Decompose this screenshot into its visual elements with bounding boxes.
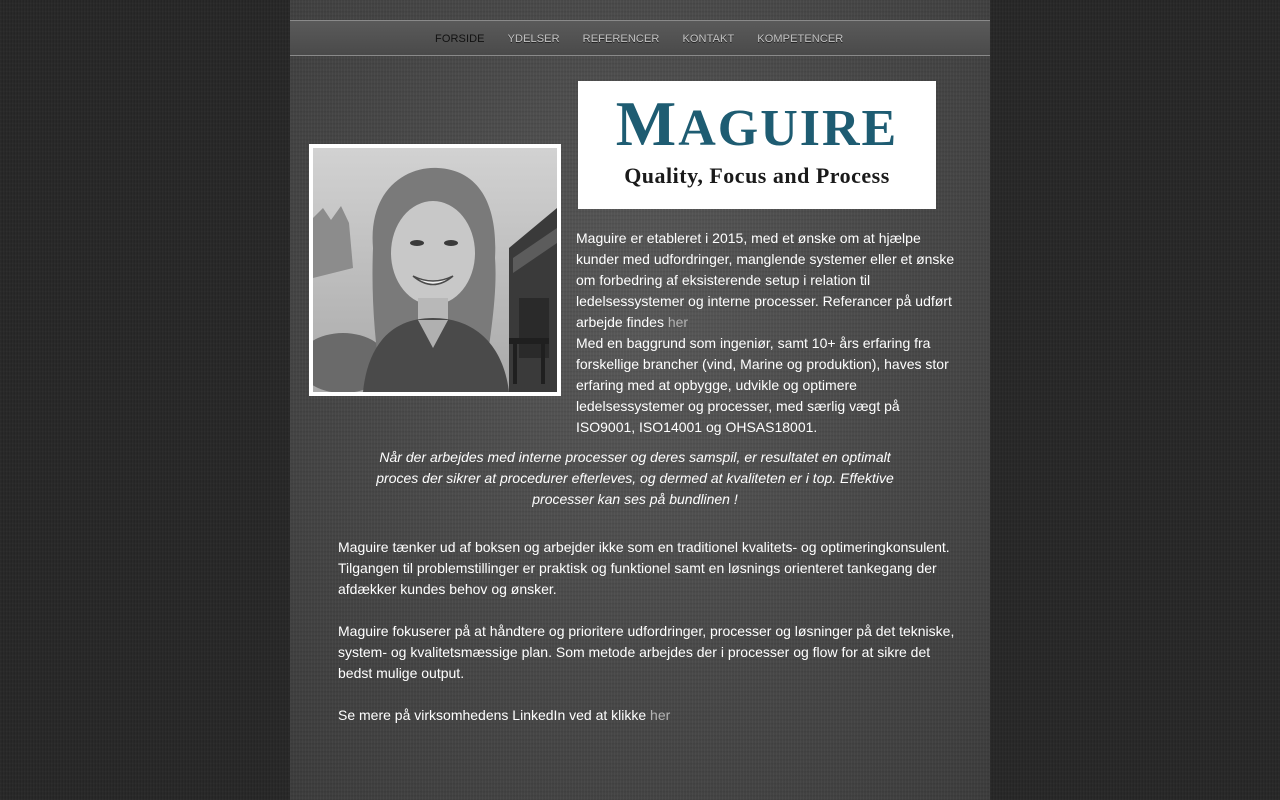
intro-text bbox=[576, 228, 961, 438]
quote-text: Når der arbejdes med interne processer og deres samspil, er resultatet en optimalt proces der sikrer at procedurer efterleves, og dermed at kvaliteten er i top. Effektive processer kan ses på bundlinen ! bbox=[376, 449, 894, 507]
maguire-logo bbox=[578, 81, 936, 209]
body-paragraph-1: Maguire tænker ud af boksen og arbejder ikke som en traditionel kvalitets- og optimeringkonsulent. Tilgangen til problemstillinger er praktisk og funktionel samt en løsnings orienteret tankegang der afdækker kundes behov og ønsker. bbox=[338, 539, 950, 597]
body-paragraph-3-text: Se mere på virksomhedens LinkedIn ved at klikke bbox=[338, 707, 651, 723]
nav-item-kompetencer[interactable]: KOMPETENCER bbox=[757, 33, 844, 45]
logo-initial: M bbox=[615, 88, 679, 159]
body-paragraph-3 bbox=[338, 705, 963, 726]
logo-name-rest: AGUIRE bbox=[678, 100, 899, 157]
main-nav bbox=[290, 20, 990, 56]
profile-photo bbox=[309, 144, 561, 396]
nav-list bbox=[435, 33, 866, 45]
nav-item-ydelser[interactable]: YDELSER bbox=[507, 33, 560, 45]
intro-paragraph-2: Med en baggrund som ingeniør, samt 10+ års erfaring fra forskellige brancher (vind, Marine og produktion), haves stor erfaring med at opbygge, udvikle og optimere ledelsessystemer og processer, med særlig vægt på ISO9001, ISO14001 og OHSAS18001. bbox=[576, 335, 949, 435]
body-text bbox=[338, 537, 963, 747]
intro-paragraph-1 bbox=[576, 228, 961, 333]
references-link[interactable]: her bbox=[667, 314, 689, 330]
body-paragraph-2: Maguire fokuserer på at håndtere og prioritere udfordringer, processer og løsninger på det tekniske, system- og kvalitetsmæssige plan. Som metode arbejdes der i processer og flow for at sikre det bedst mulige output. bbox=[338, 623, 955, 681]
profile-photo-image bbox=[313, 148, 557, 392]
linkedin-link[interactable]: her bbox=[650, 707, 671, 723]
nav-item-referencer[interactable]: REFERENCER bbox=[582, 33, 660, 45]
logo-wordmark bbox=[578, 87, 936, 161]
portrait-illustration bbox=[313, 148, 557, 392]
logo-tagline: Quality, Focus and Process bbox=[624, 163, 890, 188]
nav-item-kontakt[interactable]: KONTAKT bbox=[682, 33, 735, 45]
page-container bbox=[290, 0, 990, 800]
intro-paragraph-1-text: Maguire er etableret i 2015, med et ønske om at hjælpe kunder med udfordringer, manglende systemer eller et ønske om forbedring af eksisterende setup i relation til ledelsessystemer og interne processer. Referancer på udført arbejde findes bbox=[576, 230, 955, 330]
nav-item-forside[interactable]: FORSIDE bbox=[435, 33, 485, 45]
